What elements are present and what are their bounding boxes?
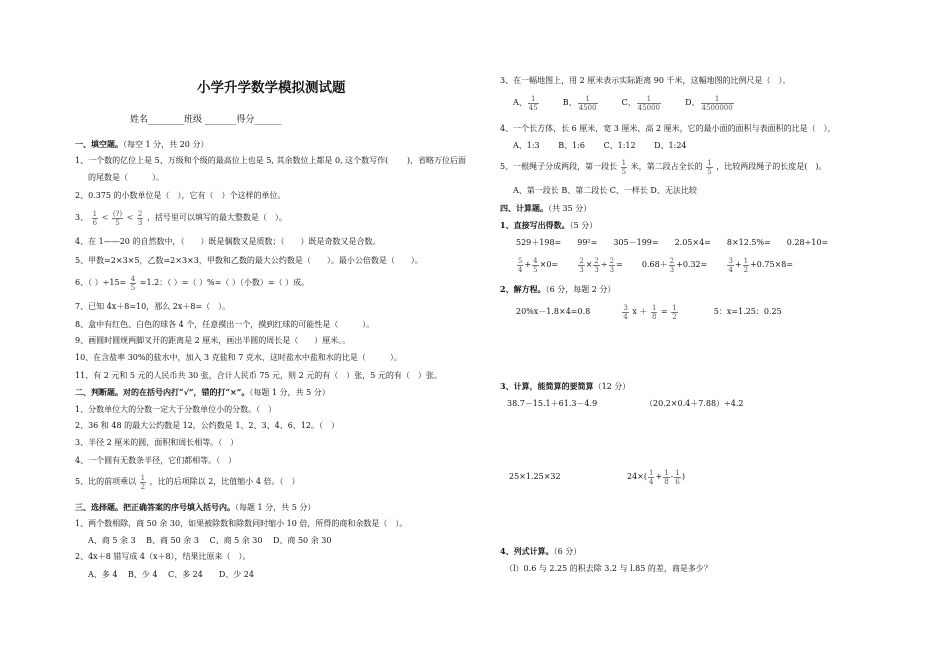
fraction: $\frac{1}{4500}$ (578, 94, 597, 112)
fraction: $\frac{2}{3}$ (669, 256, 675, 274)
choice-q5: 5、一根绳子分成两段，第一段长 $\frac{1}{5}$ 米，第二段占全长的 $\frac{1}{5}$ ，比较两段绳子的长度是( )。 (500, 158, 827, 176)
section-2-heading: 二、判断题。对的在括号内打“√”，错的打“×”。（每题 1 分，共 5 分） (75, 387, 330, 397)
fill-q4: 4、在 1——20 的自然数中，（ ）既是偶数又是质数；（ ）既是奇数又是合数。 (75, 237, 381, 246)
choice-q5-options: A、第一段长 B、第二段长 C、一样长 D、无法比较 (513, 186, 697, 195)
fill-q10: 10、在含盐率 30%的盐水中，加入 3 克盐和 7 克水，这时盐水中盐和水的比是（ ）。 (75, 353, 402, 362)
fraction: $\frac{4}{5}$ (130, 274, 136, 292)
choice-q4-options: A、1:3 B、1:6 C、1:12 D、1:24 (513, 141, 687, 150)
fill-q8: 8、盒中有红色、白色的球各 4 个，任意摸出一个，摸到红球的可能性是（ ）。 (75, 320, 375, 329)
calc-4-q1: （l）0.6 与 2.25 的积去除 3.2 与 l.85 的差，商是多少？ (505, 564, 712, 573)
fill-q1: 1、一个数的亿位上是 5、万级和个级的最高位上也是 5, 其余数位上都是 0, 这个数写作( )，省略万位后面 (75, 156, 466, 165)
fill-q2: 2、0.375 的小数单位是（ ），它有（ ）个这样的单位。 (75, 191, 286, 200)
fraction: $\frac{(?)}{5}$ (112, 209, 123, 227)
calc-3-expr-2: （20.2×0.4＋7.88）÷4.2 (645, 399, 744, 408)
fill-q7: 7、已知 4x＋8=10，那么 2x＋8=（ ）。 (75, 302, 231, 311)
choice-q2-options: A、多 4 B、少 4 C、多 24 D、少 24 (88, 570, 254, 579)
choice-q1: 1、两个数相除，商 50 余 30，如果被除数和除数同时缩小 10 倍，所得的商和余数是（ ）。 (75, 519, 408, 528)
fill-q1-cont: 的尾数是（ ）。 (88, 173, 164, 182)
fraction: $\frac{1}{4}$ (649, 468, 654, 486)
choice-q4: 4、一个长方体，长 6 厘米，宽 3 厘米，高 2 厘米，它的最小面的面积与表面积的比是（ ）， (500, 124, 836, 133)
fraction: $\frac{4}{5}$ (533, 256, 538, 274)
calc-1-row-1: 529＋198= 99²= 305－199= 2.05×4= 8×12.5%= 0.28÷10= (516, 238, 829, 247)
fraction: $\frac{1}{8}$ (664, 468, 669, 486)
student-info-line: 姓名________班级 _______得分______ (130, 115, 282, 125)
judge-q1: 1、分数单位大的分数一定大于分数单位小的分数。（ ） (75, 405, 277, 414)
fraction: $\frac{1}{2}$ (743, 256, 749, 274)
fraction: $\frac{1}{2}$ (140, 473, 146, 491)
fraction: $\frac{2}{3}$ (579, 256, 584, 274)
fraction: $\frac{2}{3}$ (609, 256, 615, 274)
calc-3-expr-3: 25×1.25×32 (509, 472, 561, 481)
fraction: $\frac{1}{2}$ (672, 303, 677, 321)
calc-3-heading: 3、计算，能简算的要简算（12 分） (500, 381, 631, 391)
fraction: $\frac{1}{45000}$ (637, 94, 661, 112)
calc-1-row-2: $\frac{5}{4}$ + $\frac{4}{5}$ ×0= $\frac{2}{3}$ × $\frac{2}{3}$ ÷ $\frac{2}{3}$ = 0.68＋ $\frac{2}{3}$ +0.32= $\frac{3}{4}$ + $\frac{1}{2}$ +0.75×8= (518, 256, 794, 274)
fraction: $\frac{1}{8}$ (651, 303, 657, 321)
calc-2-heading: 2、解方程。（6 分，每题 2 分） (500, 284, 616, 294)
judge-q4: 4、一个圆有无数条半径，它们都相等。（ ） (75, 456, 237, 465)
fraction: $\frac{1}{45}$ (528, 94, 538, 112)
fraction: $\frac{5}{4}$ (518, 256, 523, 274)
section-4-heading: 四、计算题。（共 35 分） (500, 203, 592, 213)
fraction: $\frac{3}{4}$ (623, 303, 628, 321)
fraction: $\frac{1}{5}$ (707, 158, 712, 176)
fraction: $\frac{2}{3}$ (594, 256, 599, 274)
fraction: $\frac{1}{6}$ (92, 209, 98, 227)
section-3-heading: 三、选择题。把正确答案的序号填入括号内。（每题 1 分，共 5 分） (75, 502, 316, 512)
calc-3-expr-4: 24×( $\frac{1}{4}$ + $\frac{1}{8}$ - $\frac{1}{6}$ ) (627, 468, 685, 486)
choice-q3-options: A、 $\frac{1}{45}$ B、 $\frac{1}{4500}$ C、 $\frac{1}{45000}$ D、 $\frac{1}{4500000}$ (513, 94, 733, 112)
choice-q1-options: A、商 5 余 3 B、商 50 余 3 C、商 5 余 30 D、商 50 余 30 (88, 536, 332, 545)
fraction: $\frac{3}{4}$ (728, 256, 733, 274)
judge-q2: 2、36 和 48 的最大公约数是 12，公约数是 1、2、3、4、6、12。（ ） (75, 421, 339, 430)
section-1-heading: 一、填空题。（每空 1 分，共 20 分） (75, 139, 209, 149)
calc-1-heading: 1、直接写出得数。（5 分） (500, 220, 598, 230)
calc-3-expr-1: 38.7－15.1＋61.3－4.9 (507, 399, 598, 408)
fill-q5: 5、甲数=2×3×5，乙数=2×3×3，甲数和乙数的最大公约数是（ ）。最小公倍数是（ ）。 (75, 256, 423, 265)
judge-q3: 3、半径 2 厘米的圆，面积和周长相等。（ ） (75, 438, 239, 447)
fraction: $\frac{2}{3}$ (137, 209, 143, 227)
page-title: 小学升学数学模拟测试题 (197, 80, 346, 96)
judge-q5: 5、比的前项乘以 $\frac{1}{2}$ ，比的后项除以 2，比值缩小 4 倍。（ ） (75, 473, 300, 491)
choice-q3: 3、在一幅地图上，用 2 厘米表示实际距离 90 千米，这幅地图的比例尺是（ ）。 (500, 76, 791, 85)
calc-2-equations: 20%x－1.8×4=0.8 $\frac{3}{4}$ x ＋ $\frac{1}{8}$ = $\frac{1}{2}$ 5：x=1.25：0.25 (516, 303, 782, 321)
fill-q11: 11、有 2 元和 5 元的人民币共 30 张，合计人民币 75 元，则 2 元的有（ ）张，5 元的有（ ）张。 (75, 371, 442, 380)
fraction: $\frac{1}{4500000}$ (701, 94, 733, 112)
fill-q6: 6、（ ）÷15= $\frac{4}{5}$ =1.2：（ ）=（ ）%=（ ）（小数）=（ ）成。 (75, 274, 310, 292)
fraction: $\frac{1}{5}$ (621, 158, 627, 176)
fraction: $\frac{1}{6}$ (675, 468, 680, 486)
calc-4-heading: 4、列式计算。（6 分） (500, 546, 582, 556)
fill-q9: 9、画圆时圆规两脚叉开的距离是 2 厘米，画出半圆的周长是（ ）厘米。。 (75, 336, 351, 345)
fill-q3: 3、 $\frac{1}{6}$ < $\frac{(?)}{5}$ < $\frac{2}{3}$ ，括号里可以填写的最大整数是（ ）。 (75, 209, 287, 227)
choice-q2: 2、4x＋8 错写成 4（x＋8），结果比原来（ ）。 (75, 552, 251, 561)
